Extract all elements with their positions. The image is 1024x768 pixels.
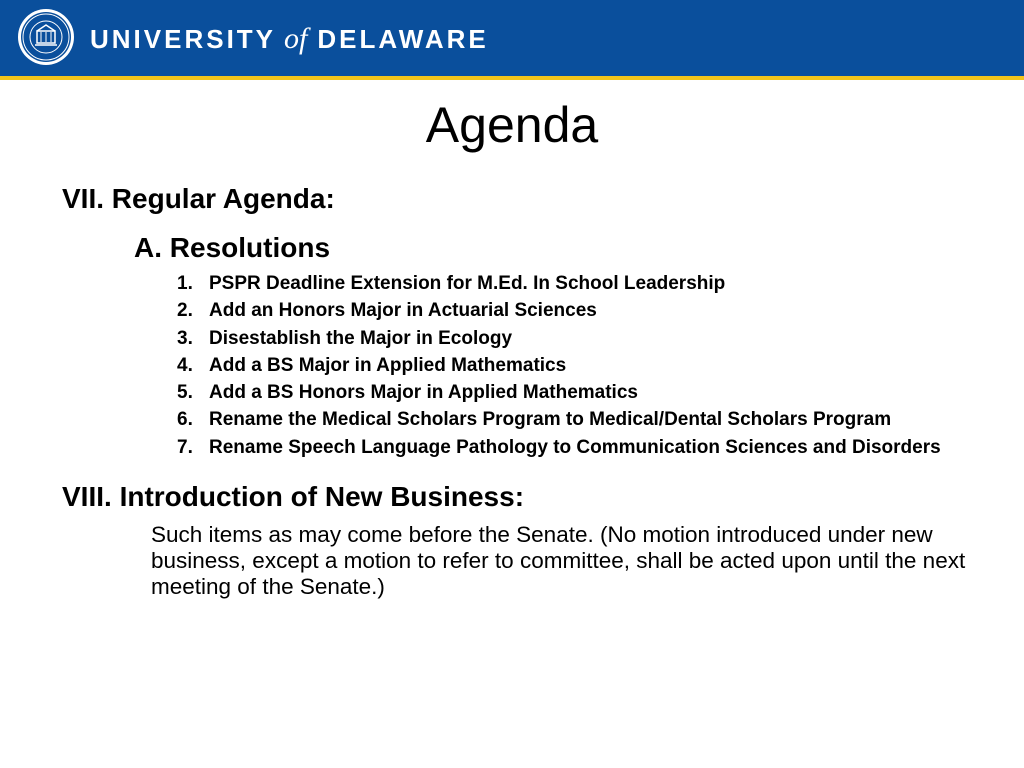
resolution-text: Disestablish the Major in Ecology [209,327,513,349]
header-banner [0,0,1024,80]
university-wordmark [90,22,489,56]
resolution-number: 6. [177,409,193,431]
resolution-number: 1. [177,273,193,294]
resolution-number: 3. [177,327,193,349]
university-seal-icon [17,8,75,66]
resolution-text: Add a BS Honors Major in Applied Mathematics [209,382,638,404]
wordmark-of: of [284,22,308,55]
resolution-text: Add an Honors Major in Actuarial Sciences [209,300,597,322]
section-heading-new-business: VIII. Introduction of New Business: [62,481,525,512]
resolution-number: 4. [177,354,193,376]
resolution-text: Rename the Medical Scholars Program to Medical/Dental Scholars Program [209,409,892,431]
wordmark-university: UNIVERSITY [90,24,277,54]
resolution-number: 7. [177,436,193,458]
wordmark-delaware: DELAWARE [317,24,489,54]
resolution-number: 2. [177,300,193,322]
resolution-text: Rename Speech Language Pathology to Communication Sciences and Disorders [209,436,941,458]
resolution-number: 5. [177,382,193,404]
resolution-text: PSPR Deadline Extension for M.Ed. In School Leadership [209,273,726,294]
subheading-resolutions: A. Resolutions [134,232,331,263]
section-heading-regular-agenda: VII. Regular Agenda: [62,183,335,214]
slide-title: Agenda [425,97,599,153]
resolution-text: Add a BS Major in Applied Mathematics [209,354,567,376]
new-business-description: Such items as may come before the Senate. (No motion introduced under new business, except a motion to refer to committee, shall be acted upon until the next meeting of the Senate.) [151,522,966,599]
